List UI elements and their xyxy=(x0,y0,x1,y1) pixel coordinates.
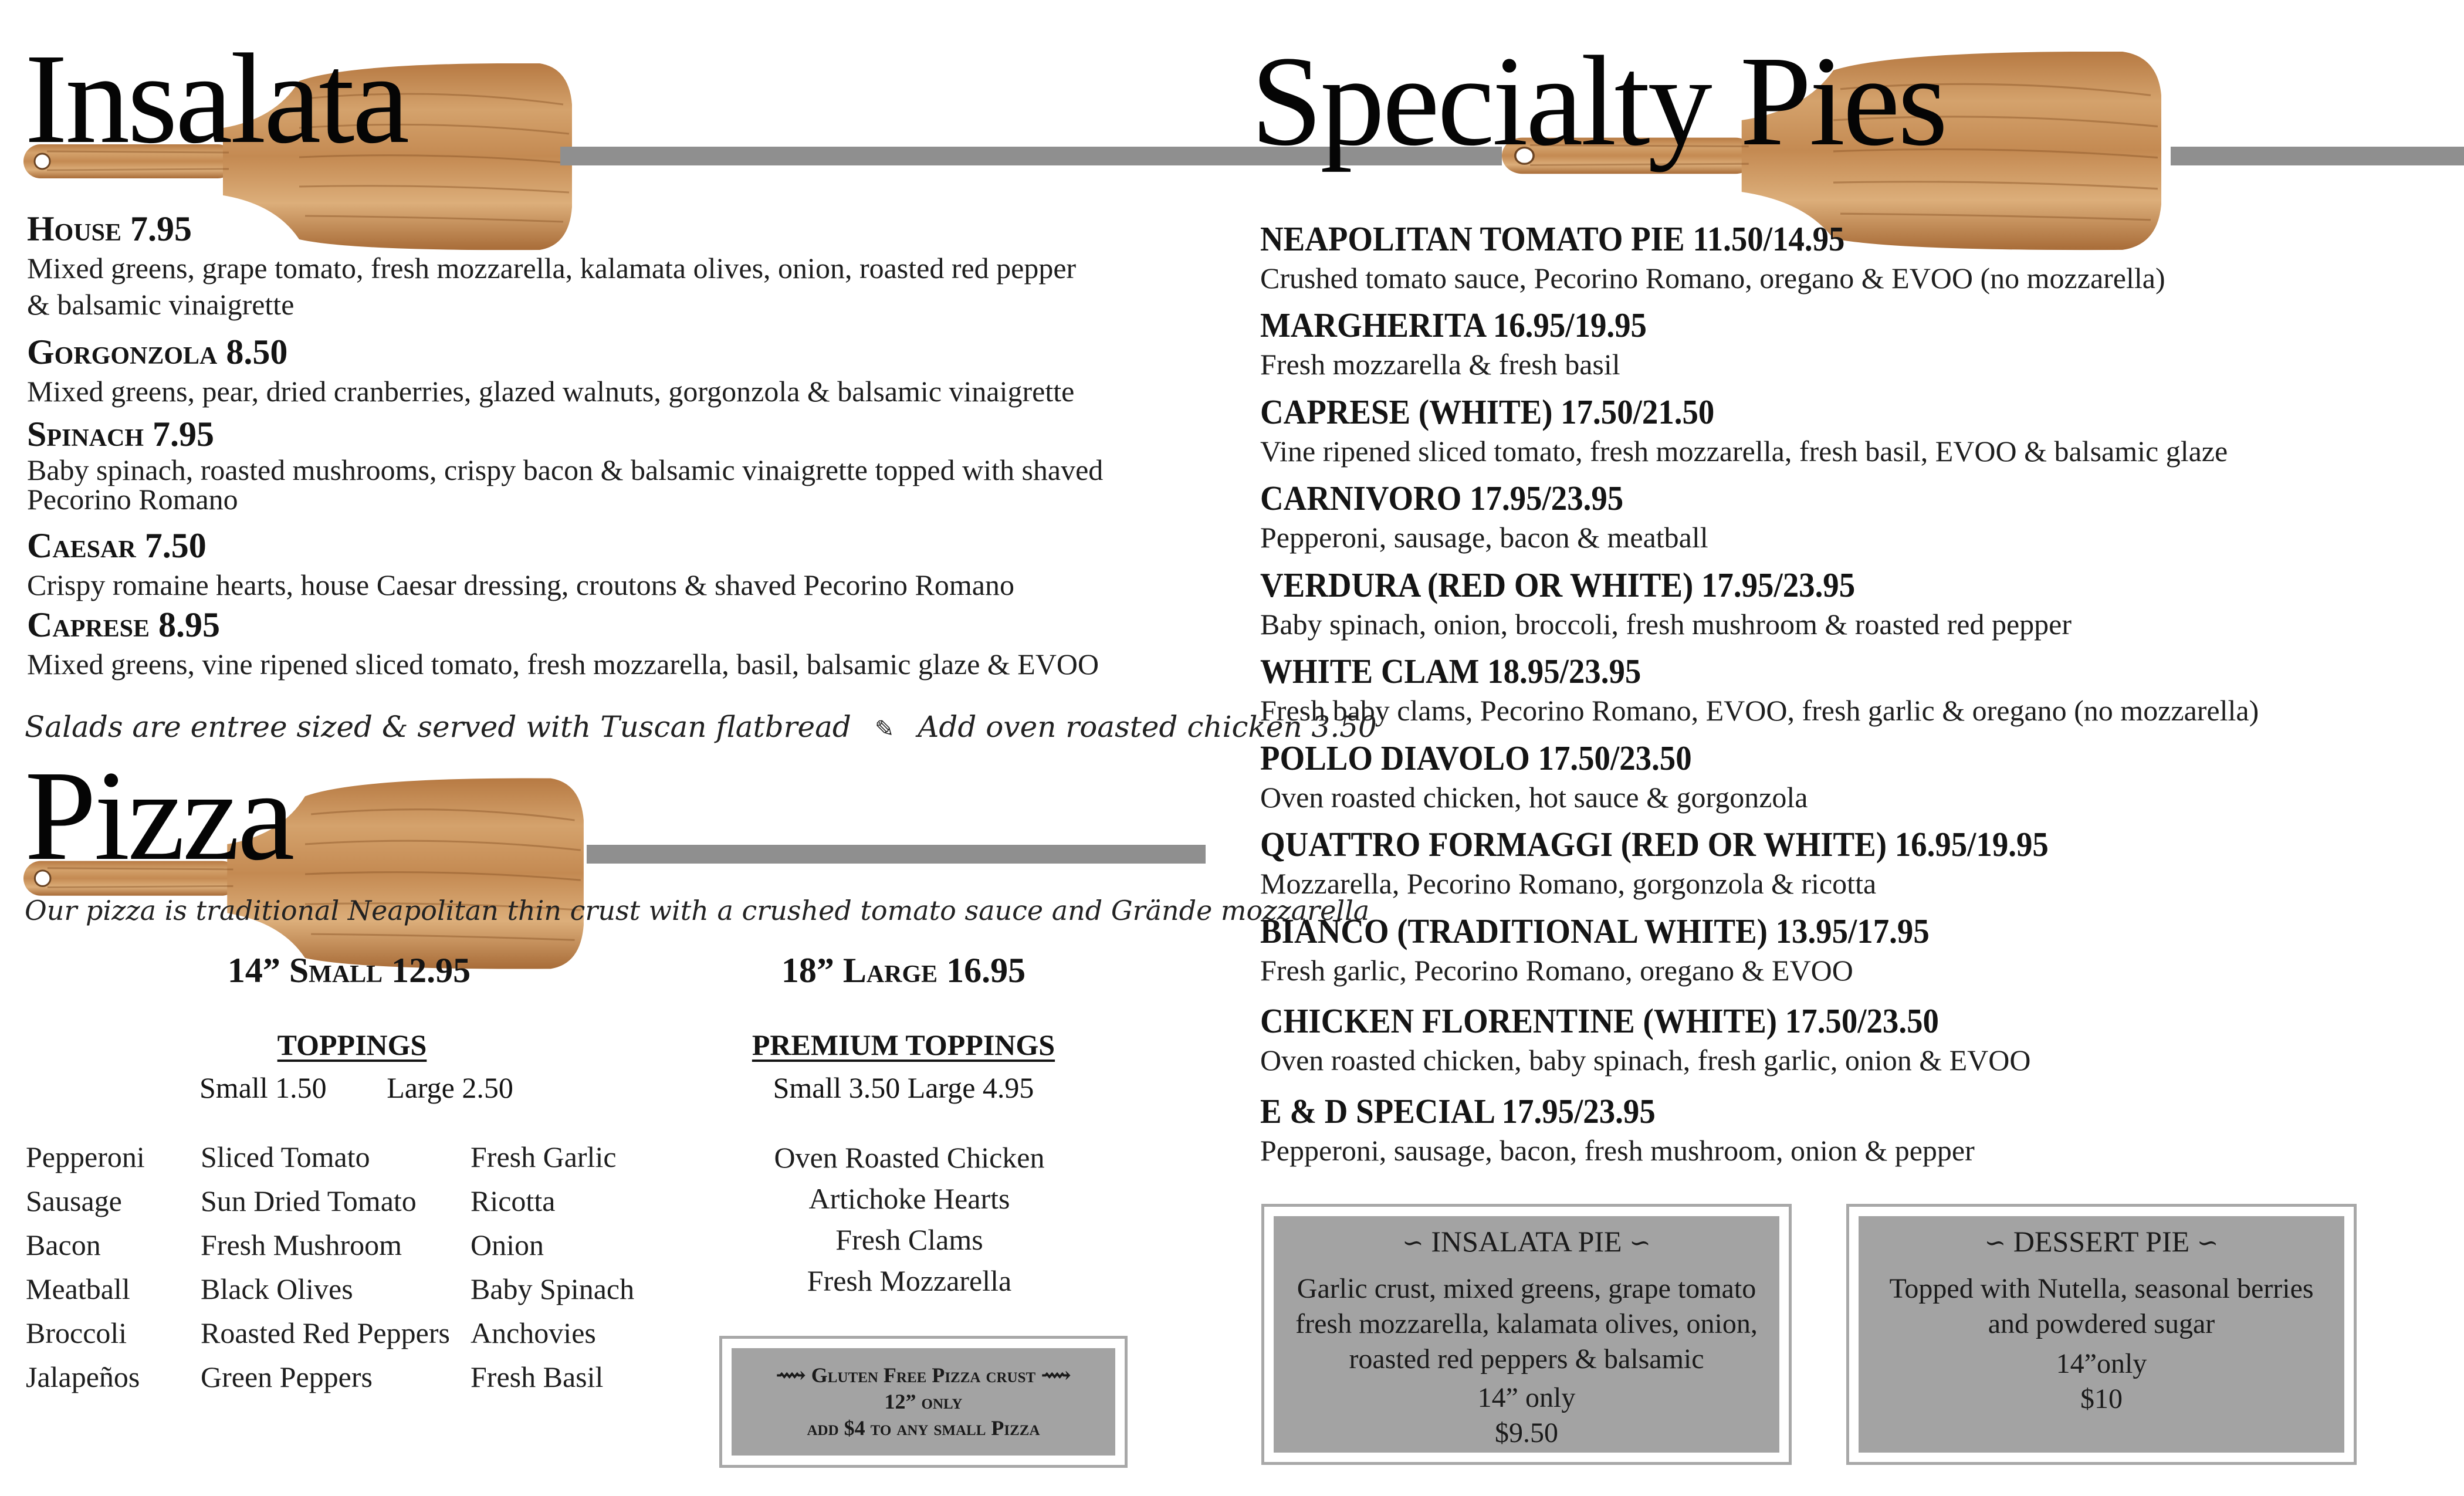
salad-price: 7.50 xyxy=(144,526,207,565)
ornament-icon: ⟿ xyxy=(776,1363,806,1387)
topping-item: Broccoli xyxy=(26,1316,127,1349)
pie-name: E & D SPECIAL 17.95/23.95 xyxy=(1260,1092,1656,1131)
insalata-pie-desc: roasted red peppers & balsamic xyxy=(1349,1343,1704,1375)
dessert-pie-desc: Topped with Nutella, seasonal berries xyxy=(1889,1273,2314,1304)
insalata-pie-size: 14” only xyxy=(1477,1382,1576,1413)
specialty-pie-item xyxy=(1260,568,2072,639)
salad-price: 7.95 xyxy=(130,209,192,248)
salad-price: 8.95 xyxy=(158,605,221,644)
specialty-pie-item xyxy=(1260,1094,1975,1165)
topping-item: Fresh Clams xyxy=(835,1223,983,1256)
topping-item: Artichoke Hearts xyxy=(808,1182,1010,1215)
specialty-pie-item xyxy=(1260,308,1676,379)
small-pizza-price: 14” Small 12.95 xyxy=(227,951,471,990)
salad-name: Spinach xyxy=(27,415,144,453)
large-pizza-price: 18” Large 16.95 xyxy=(781,951,1026,990)
flourish-right-icon: ∽ xyxy=(1629,1228,1651,1257)
gluten-free-size: 12” only xyxy=(884,1390,963,1413)
pie-name: VERDURA (RED OR WHITE) 17.95/23.95 xyxy=(1260,566,1856,604)
pie-desc: Fresh garlic, Pecorino Romano, oregano & EVOO xyxy=(1260,954,1853,987)
pie-name: CARNIVORO 17.95/23.95 xyxy=(1260,479,1624,517)
pie-name: CHICKEN FLORENTINE (WHITE) 17.50/23.50 xyxy=(1260,1001,1939,1040)
pie-name: NEAPOLITAN TOMATO PIE 11.50/14.95 xyxy=(1260,219,1845,258)
dessert-pie-price: $10 xyxy=(2080,1383,2123,1414)
topping-item: Black Olives xyxy=(201,1272,353,1305)
pizza-rule xyxy=(587,845,1206,864)
salad-name: Caesar xyxy=(27,526,136,565)
pie-desc: Mozzarella, Pecorino Romano, gorgonzola & ricotta xyxy=(1260,867,1877,900)
pie-desc: Oven roasted chicken, baby spinach, fresh garlic, onion & EVOO xyxy=(1260,1044,2031,1077)
insalata-pie-desc: Garlic crust, mixed greens, grape tomato xyxy=(1297,1273,1756,1304)
pie-desc: Pepperoni, sausage, bacon & meatball xyxy=(1260,521,1708,554)
salad-item-spinach xyxy=(27,417,1103,514)
salad-name: Gorgonzola xyxy=(27,333,218,371)
insalata-pie-title xyxy=(1274,1224,1779,1258)
salad-price: 7.95 xyxy=(153,415,215,453)
salad-add-chicken: Add oven roasted chicken 3.50 xyxy=(918,710,1377,744)
toppings-small-price: Small 1.50 xyxy=(199,1071,327,1104)
gluten-free-title: Gluten Free Pizza crust xyxy=(811,1363,1036,1387)
specialty-pies-list xyxy=(1260,219,2422,1184)
topping-item: Baby Spinach xyxy=(471,1272,635,1305)
pencil-icon: ✎ xyxy=(874,716,895,743)
pie-desc: Fresh mozzarella & fresh basil xyxy=(1260,348,1620,381)
salad-note-text: Salads are entree sized & served with Tuscan flatbread xyxy=(25,710,851,744)
specialty-pie-item xyxy=(1260,654,2259,725)
gluten-free-price: add $4 to any small Pizza xyxy=(807,1416,1040,1440)
topping-item: Sun Dried Tomato xyxy=(201,1184,417,1217)
salad-desc: Mixed greens, pear, dried cranberries, glazed walnuts, gorgonzola & balsamic vinaigrette xyxy=(27,375,1075,408)
topping-item: Green Peppers xyxy=(201,1360,373,1393)
insalata-pie-desc: fresh mozzarella, kalamata olives, onion, xyxy=(1295,1308,1758,1339)
specialty-pie-item xyxy=(1260,827,2108,898)
dessert-pie-desc: and powdered sugar xyxy=(1988,1308,2215,1339)
topping-item: Ricotta xyxy=(471,1184,556,1217)
pie-name: QUATTRO FORMAGGI (RED OR WHITE) 16.95/19.95 xyxy=(1260,825,2049,864)
specialty-pie-item xyxy=(1260,481,1708,552)
pie-name: BIANCO (TRADITIONAL WHITE) 13.95/17.95 xyxy=(1260,912,1930,950)
salad-item-gorgonzola xyxy=(27,334,1074,409)
pie-name: WHITE CLAM 18.95/23.95 xyxy=(1260,652,1641,691)
pie-desc: Fresh baby clams, Pecorino Romano, EVOO, fresh garlic & oregano (no mozzarella) xyxy=(1260,694,2259,727)
salad-name: House xyxy=(27,209,122,248)
salad-price: 8.50 xyxy=(226,333,288,371)
topping-item: Fresh Basil xyxy=(471,1360,604,1393)
premium-toppings-prices: Small 3.50 Large 4.95 xyxy=(773,1071,1034,1104)
dessert-pie-title xyxy=(1859,1224,2344,1258)
salad-desc: Mixed greens, vine ripened sliced tomato, fresh mozzarella, basil, balsamic glaze & EVOO xyxy=(27,648,1099,681)
salad-item-caesar xyxy=(27,528,1014,603)
specialty-title: Specialty Pies xyxy=(1251,29,1946,172)
dessert-pie-box xyxy=(1846,1204,2357,1465)
topping-item: Onion xyxy=(471,1228,544,1261)
pizza-subtitle: Our pizza is traditional Neapolitan thin crust with a crushed tomato sauce and Grände mozzarella xyxy=(25,895,1370,926)
flourish-left-icon: ∽ xyxy=(1402,1228,1424,1257)
pie-desc: Oven roasted chicken, hot sauce & gorgonzola xyxy=(1260,781,1808,814)
salad-name: Caprese xyxy=(27,605,150,644)
pie-desc: Vine ripened sliced tomato, fresh mozzarella, fresh basil, EVOO & balsamic glaze xyxy=(1260,435,2228,468)
salad-item-caprese xyxy=(27,607,1099,682)
specialty-pie-item xyxy=(1260,219,2165,295)
ornament-icon: ⟿ xyxy=(1041,1363,1071,1387)
flourish-left-icon: ∽ xyxy=(1984,1228,2006,1257)
specialty-pie-item xyxy=(1260,914,1980,985)
pie-desc: Pepperoni, sausage, bacon, fresh mushroom, onion & pepper xyxy=(1260,1134,1975,1167)
toppings-large-price: Large 2.50 xyxy=(387,1071,513,1104)
topping-item: Fresh Mushroom xyxy=(201,1228,402,1261)
gluten-free-box xyxy=(719,1336,1128,1468)
topping-item: Anchovies xyxy=(471,1316,596,1349)
specialty-pie-item xyxy=(1260,1001,2031,1077)
flourish-right-icon: ∽ xyxy=(2196,1228,2219,1257)
salad-note xyxy=(25,710,1377,744)
salad-desc: & balsamic vinaigrette xyxy=(27,288,295,321)
specialty-rule-right xyxy=(2171,147,2464,165)
toppings-column-1 xyxy=(26,1135,145,1399)
topping-item: Roasted Red Peppers xyxy=(201,1316,450,1349)
topping-item: Bacon xyxy=(26,1228,101,1261)
insalata-title: Insalata xyxy=(25,27,408,170)
dessert-pie-title-text: DESSERT PIE xyxy=(2013,1225,2190,1258)
toppings-heading: TOPPINGS xyxy=(277,1028,427,1061)
premium-toppings-list xyxy=(739,1137,1079,1301)
gluten-free-line-1 xyxy=(732,1362,1115,1389)
topping-item: Fresh Garlic xyxy=(471,1140,617,1173)
insalata-pie-title-text: INSALATA PIE xyxy=(1431,1225,1622,1258)
salad-item-house xyxy=(27,211,1076,323)
specialty-pie-item xyxy=(1260,392,2228,468)
salad-desc: Mixed greens, grape tomato, fresh mozzarella, kalamata olives, onion, roasted red pepper xyxy=(27,252,1077,285)
salad-desc: Baby spinach, roasted mushrooms, crispy bacon & balsamic vinaigrette topped with shaved xyxy=(27,453,1104,486)
dessert-pie-size: 14”only xyxy=(2056,1348,2147,1379)
topping-item: Jalapeños xyxy=(26,1360,140,1393)
premium-toppings-heading: PREMIUM TOPPINGS xyxy=(752,1028,1055,1061)
toppings-prices xyxy=(199,1071,513,1105)
topping-item: Meatball xyxy=(26,1272,130,1305)
pie-name: POLLO DIAVOLO 17.50/23.50 xyxy=(1260,739,1692,777)
salad-desc: Pecorino Romano xyxy=(27,483,238,516)
pizza-title: Pizza xyxy=(25,744,293,887)
topping-item: Sausage xyxy=(26,1184,122,1217)
toppings-column-3 xyxy=(471,1135,634,1399)
pie-name: MARGHERITA 16.95/19.95 xyxy=(1260,306,1647,344)
topping-item: Pepperoni xyxy=(26,1140,145,1173)
pie-desc: Crushed tomato sauce, Pecorino Romano, oregano & EVOO (no mozzarella) xyxy=(1260,262,2165,295)
topping-item: Sliced Tomato xyxy=(201,1140,370,1173)
salad-desc: Crispy romaine hearts, house Caesar dressing, croutons & shaved Pecorino Romano xyxy=(27,568,1014,601)
insalata-pie-box xyxy=(1261,1204,1792,1465)
topping-item: Oven Roasted Chicken xyxy=(774,1141,1045,1174)
pie-desc: Baby spinach, onion, broccoli, fresh mushroom & roasted red pepper xyxy=(1260,608,2072,641)
specialty-pie-item xyxy=(1260,741,1808,812)
toppings-column-2 xyxy=(201,1135,450,1399)
insalata-pie-price: $9.50 xyxy=(1495,1417,1558,1448)
topping-item: Fresh Mozzarella xyxy=(807,1264,1012,1297)
pie-name: CAPRESE (WHITE) 17.50/21.50 xyxy=(1260,392,1715,431)
